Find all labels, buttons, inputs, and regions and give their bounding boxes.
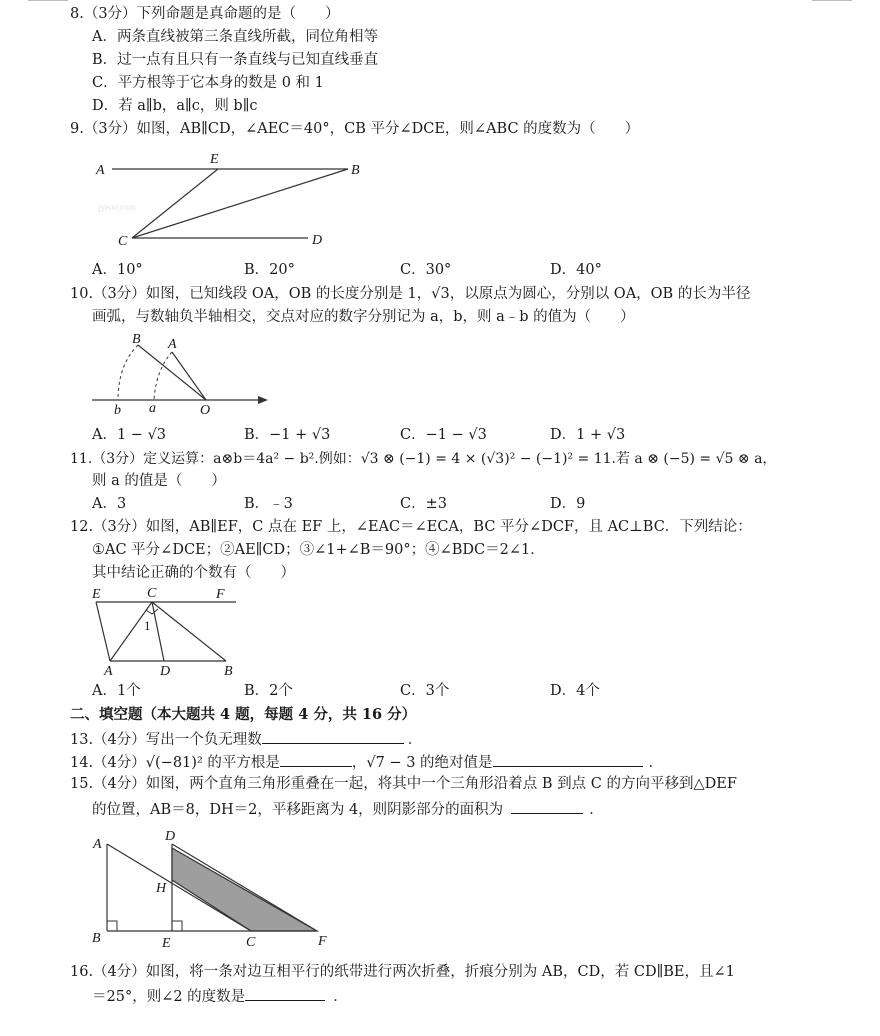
q10-option-a: A．1 − √3 xyxy=(92,427,167,443)
q10-figure xyxy=(88,330,278,420)
q9-option-c: C．30° xyxy=(400,262,452,278)
q15-right-angle-e xyxy=(172,921,182,931)
q15-label-h: H xyxy=(156,881,167,896)
q10-label-a-point: A xyxy=(168,337,177,352)
q15-right-angle-b xyxy=(107,921,117,931)
q10-arc-b xyxy=(118,345,138,400)
q10-stem-line2: 画弧，与数轴负半轴相交，交点对应的数字分别记为 a，b，则 a﹣b 的值为（ ） xyxy=(92,309,635,325)
q12-label-c: C xyxy=(147,586,157,601)
q12-option-a: A．1个 xyxy=(92,683,141,699)
q12-label-b: B xyxy=(224,664,233,679)
q10-segment-ob xyxy=(138,345,206,400)
q9-label-c: C xyxy=(118,234,128,249)
q14-line xyxy=(70,751,663,773)
q9-stem: 9.（3分）如图，AB∥CD，∠AEC＝40°，CB 平分∠DCE，则∠ABC 的度数为（ ） xyxy=(70,121,640,137)
q16-stem-line2: ＝25°，则∠2 的度数是 xyxy=(92,989,246,1005)
q16-tail: ． xyxy=(333,989,348,1005)
q9-label-e: E xyxy=(210,152,219,167)
q15-label-c: C xyxy=(246,935,256,950)
q9-label-d: D xyxy=(312,233,323,248)
q10-arrow-head xyxy=(258,396,268,404)
q12-label-1: 1 xyxy=(144,618,151,633)
q15-label-f: F xyxy=(318,934,327,949)
q15-label-e: E xyxy=(162,936,171,951)
q12-option-d: D．4个 xyxy=(550,683,600,699)
q16-answer-blank[interactable] xyxy=(245,985,325,1001)
q9-line-ce xyxy=(132,169,218,238)
q15-label-b: B xyxy=(92,931,101,946)
q12-label-a: A xyxy=(104,664,113,679)
q14-tail: ． xyxy=(648,755,664,771)
q14-answer-blank-1[interactable] xyxy=(280,751,352,767)
q11-option-d: D．9 xyxy=(550,496,586,512)
q15-stem-line1: 15.（4分）如图，两个直角三角形重叠在一起，将其中一个三角形沿着点 B 到点 C 的方向平移到△DEF xyxy=(70,776,737,792)
q16-stem-line1: 16.（4分）如图，将一条对边互相平行的纸带进行两次折叠，折痕分别为 AB，CD，若 CD∥BE，且∠1 xyxy=(70,964,735,980)
q12-stem-line2: ①AC 平分∠DCE；②AE∥CD；③∠1+∠B＝90°；④∠BDC＝2∠1． xyxy=(92,542,545,558)
q14-part2: ，√7 − 3 的绝对值是 xyxy=(351,755,493,771)
q11-option-b: B．﹣3 xyxy=(244,496,293,512)
q10-stem-line1: 10.（3分）如图，已知线段 OA，OB 的长度分别是 1，√3，以原点为圆心，分别以 OA，OB 的长为半径 xyxy=(70,286,751,302)
q11-stem-line1: 11.（3分）定义运算：a⊗b＝4a² − b².例如：√3 ⊗ (−1) = 4 × (√3)² − (−1)² = 11.若 a ⊗ (−5) = √5 ⊗ a， xyxy=(70,451,777,467)
q14-part1: 14.（4分）√(−81)² 的平方根是 xyxy=(70,755,280,771)
q10-option-c: C．−1 − √3 xyxy=(400,427,487,443)
q9-label-b: B xyxy=(351,163,360,178)
q12-figure xyxy=(86,584,256,680)
q10-label-a: a xyxy=(149,401,156,416)
q12-label-e: E xyxy=(92,587,101,602)
q10-option-d: D．1 + √3 xyxy=(550,427,626,443)
q9-figure xyxy=(90,148,380,253)
q8-option-c: C．平方根等于它本身的数是 0 和 1 xyxy=(92,75,324,91)
q13-tail: ． xyxy=(407,732,423,748)
q12-option-b: B．2个 xyxy=(244,683,293,699)
q9-option-d: D．40° xyxy=(550,262,602,278)
q9-line-cb xyxy=(132,169,348,238)
top-border-right xyxy=(812,0,852,1)
q13-stem: 13.（4分）写出一个负无理数 xyxy=(70,732,262,748)
top-border-left xyxy=(28,0,68,1)
q12-line-cb xyxy=(152,602,226,661)
q11-option-c: C．±3 xyxy=(400,496,447,512)
q9-label-a: A xyxy=(96,163,105,178)
q12-stem-line3: 其中结论正确的个数有（ ） xyxy=(92,565,295,581)
q13-answer-blank[interactable] xyxy=(262,728,404,744)
q11-stem-line2: 则 a 的值是（ ） xyxy=(92,473,226,489)
q13-line xyxy=(70,728,422,750)
q14-answer-blank-2[interactable] xyxy=(493,751,643,767)
q16-stem-line2-wrap xyxy=(92,985,348,1007)
q10-arc-a xyxy=(154,352,172,400)
q8-option-a: A．两条直线被第三条直线所截，同位角相等 xyxy=(92,29,378,45)
q15-stem-line2: 的位置，AB＝8，DH＝2，平移距离为 4，则阴影部分的面积为 xyxy=(92,802,504,818)
q8-option-d: D．若 a∥b，a∥c，则 b∥c xyxy=(92,98,258,114)
q15-figure xyxy=(86,824,346,954)
q12-option-c: C．3个 xyxy=(400,683,450,699)
q9-option-b: B．20° xyxy=(244,262,295,278)
q10-option-b: B．−1 + √3 xyxy=(244,427,331,443)
q9-option-a: A．10° xyxy=(92,262,143,278)
q8-stem: 8.（3分）下列命题是真命题的是（ ） xyxy=(70,6,340,22)
q11-option-a: A．3 xyxy=(92,496,127,512)
q12-label-f: F xyxy=(216,587,225,602)
q15-answer-blank[interactable] xyxy=(511,798,583,814)
q10-label-b: b xyxy=(114,403,121,418)
q12-label-d: D xyxy=(160,664,171,679)
q15-tail: ． xyxy=(589,802,604,818)
section2-title: 二、填空题（本大题共 4 题，每题 4 分，共 16 分） xyxy=(70,706,417,723)
q15-label-d: D xyxy=(165,829,176,844)
q12-right-angle-mark xyxy=(146,609,158,614)
q10-label-b-point: B xyxy=(132,332,141,347)
q9-watermark: jyeoo.com xyxy=(98,202,136,212)
q10-label-o: O xyxy=(200,403,211,418)
q15-label-a: A xyxy=(93,837,102,852)
q12-line-ae xyxy=(96,602,110,661)
q15-stem-line2-wrap xyxy=(92,798,604,820)
q8-option-b: B．过一点有且只有一条直线与已知直线垂直 xyxy=(92,52,379,68)
q12-stem-line1: 12.（3分）如图，AB∥EF，C 点在 EF 上，∠EAC＝∠ECA，BC 平分∠DCF，且 AC⊥BC．下列结论： xyxy=(70,519,752,535)
